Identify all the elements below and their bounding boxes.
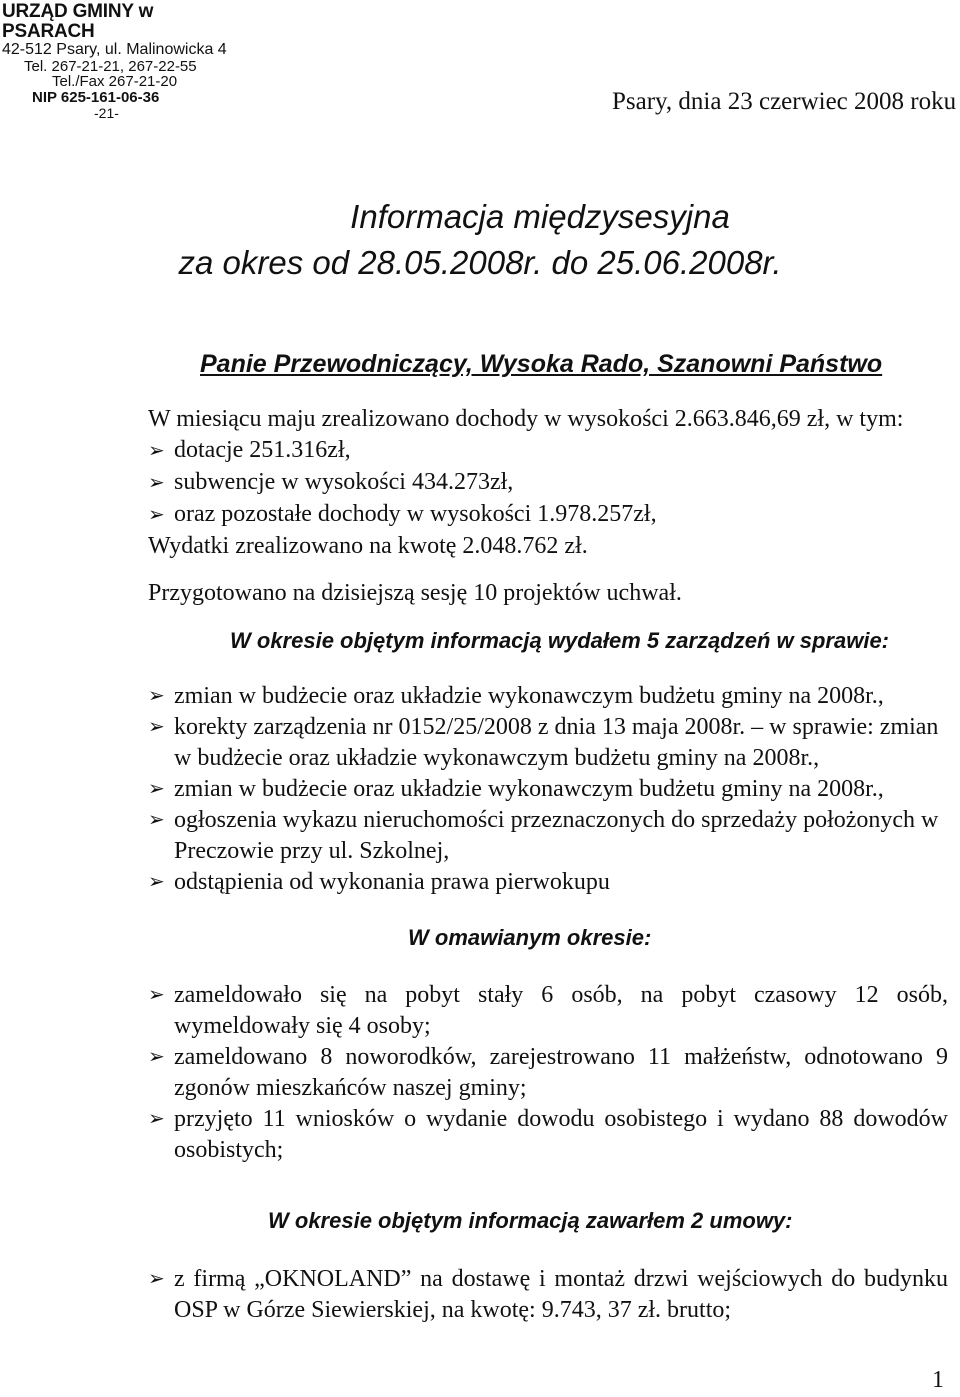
salutation: Panie Przewodniczący, Wysoka Rado, Szanowni Państwo <box>200 350 883 378</box>
list-item <box>148 774 948 805</box>
document-date: Psary, dnia 23 czerwiec 2008 roku <box>612 88 957 115</box>
period-text: zameldowało się na pobyt stały 6 osób, na pobyt czasowy 12 osób, wymeldowały się 4 osoby; <box>174 982 948 1039</box>
document-title: Informacja międzysesyjna <box>350 198 730 235</box>
order-text: odstąpienia od wykonania prawa pierwokupu <box>174 869 610 895</box>
bullet-arrow-icon: ➢ <box>148 1268 165 1290</box>
list-item <box>148 1042 948 1104</box>
income-item-subsidies: dotacje 251.316zł, <box>174 437 351 463</box>
prepared-resolutions: Przygotowano na dzisiejszą sesję 10 projektów uchwał. <box>148 580 682 606</box>
bullet-arrow-icon: ➢ <box>148 504 165 526</box>
orders-list <box>148 681 948 898</box>
period-text: zameldowano 8 noworodków, zarejestrowano 11 małżeństw, odnotowano 9 zgonów mieszkańców naszej gminy; <box>174 1044 948 1101</box>
list-item <box>148 712 948 774</box>
bullet-arrow-icon: ➢ <box>148 1046 165 1068</box>
list-item <box>148 681 948 712</box>
contracts-list <box>148 1264 948 1326</box>
bullet-arrow-icon: ➢ <box>148 440 165 462</box>
list-item <box>148 467 948 499</box>
bullet-arrow-icon: ➢ <box>148 984 165 1006</box>
stamp-number: -21- <box>94 104 119 121</box>
bullet-arrow-icon: ➢ <box>148 472 165 494</box>
income-intro: W miesiącu maju zrealizowano dochody w wysokości 2.663.846,69 zł, w tym: <box>148 406 904 432</box>
order-text: ogłoszenia wykazu nieruchomości przeznaczonych do sprzedaży położonych w Preczowie przy ul. Szkolnej, <box>174 807 939 864</box>
income-item-other: oraz pozostałe dochody w wysokości 1.978.257zł, <box>174 501 657 527</box>
list-item <box>148 1104 948 1166</box>
bullet-arrow-icon: ➢ <box>148 716 165 738</box>
contracts-heading: W okresie objętym informacją zawarłem 2 umowy: <box>268 1208 793 1233</box>
office-stamp <box>2 2 242 121</box>
period-list <box>148 980 948 1166</box>
page-number: 1 <box>932 1367 944 1393</box>
stamp-fax: Tel./Fax 267-21-20 <box>52 73 178 91</box>
list-item <box>148 805 948 867</box>
bullet-arrow-icon: ➢ <box>148 778 165 800</box>
contract-text: z firmą „OKNOLAND” na dostawę i montaż drzwi wejściowych do budynku OSP w Górze Siewierskiej, na kwotę: 9.743, 37 zł. brutto; <box>174 1266 948 1323</box>
period-heading: W omawianym okresie: <box>408 925 652 950</box>
stamp-office-name: URZĄD GMINY w PSARACH <box>2 1 154 42</box>
orders-heading: W okresie objętym informacją wydałem 5 zarządzeń w sprawie: <box>230 628 890 653</box>
list-item <box>148 435 948 467</box>
order-text: korekty zarządzenia nr 0152/25/2008 z dnia 13 maja 2008r. – w sprawie: zmian w budżecie oraz układzie wykonawczym budżetu gminy na 2008r., <box>174 714 939 771</box>
list-item <box>148 499 948 531</box>
list-item <box>148 867 948 898</box>
stamp-address: 42-512 Psary, ul. Malinowicka 4 <box>2 40 227 58</box>
bullet-arrow-icon: ➢ <box>148 685 165 707</box>
order-text: zmian w budżecie oraz układzie wykonawczym budżetu gminy na 2008r., <box>174 683 884 709</box>
bullet-arrow-icon: ➢ <box>148 1108 165 1130</box>
list-item <box>148 980 948 1042</box>
list-item <box>148 1264 948 1326</box>
document-period: za okres od 28.05.2008r. do 25.06.2008r. <box>178 244 782 281</box>
stamp-phone: Tel. 267-21-21, 267-22-55 <box>24 57 197 75</box>
expenses-line: Wydatki zrealizowano na kwotę 2.048.762 zł. <box>148 533 588 559</box>
period-text: przyjęto 11 wniosków o wydanie dowodu osobistego i wydano 88 dowodów osobistych; <box>174 1106 948 1163</box>
stamp-nip: NIP 625-161-06-36 <box>32 89 160 107</box>
income-section <box>148 404 948 609</box>
order-text: zmian w budżecie oraz układzie wykonawczym budżetu gminy na 2008r., <box>174 776 884 802</box>
income-item-grants: subwencje w wysokości 434.273zł, <box>174 469 514 495</box>
bullet-arrow-icon: ➢ <box>148 809 165 831</box>
bullet-arrow-icon: ➢ <box>148 871 165 893</box>
